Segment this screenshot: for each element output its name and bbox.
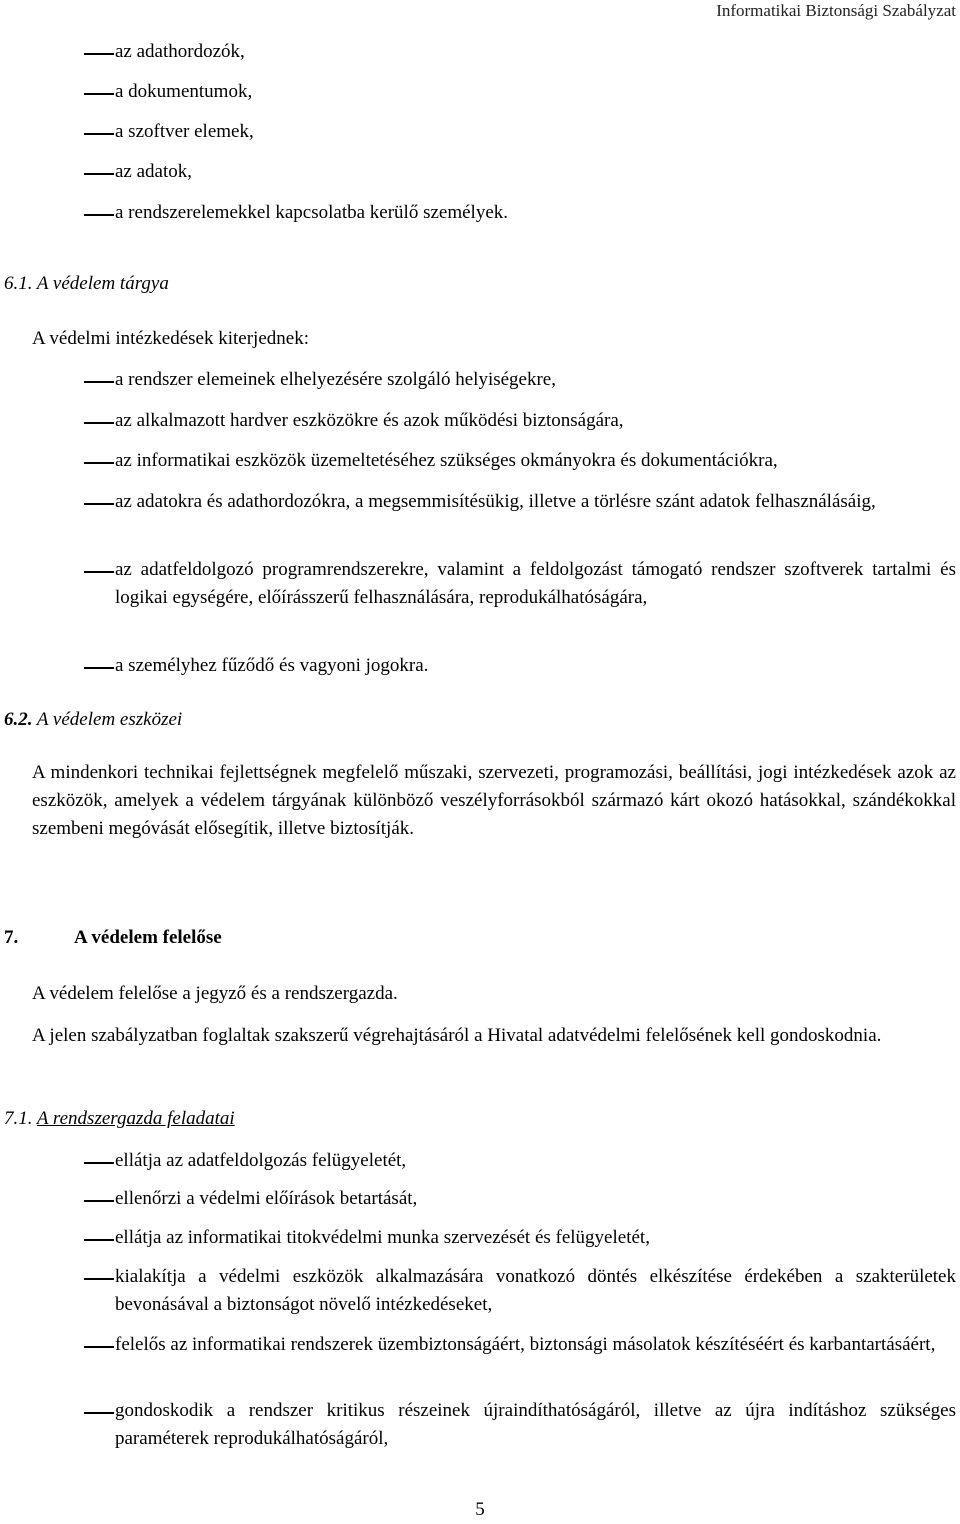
list-item: a dokumentumok, — [115, 81, 253, 102]
list-item: a rendszer elemeinek elhelyezésére szolgáló helyiségekre, — [115, 369, 556, 390]
section-number: 7.1. — [4, 1108, 33, 1129]
dash-bullet-icon — [84, 53, 114, 55]
list-item: az adatfeldolgozó programrendszerekre, valamint a feldolgozást támogató rendszer szoftverek tartalmi és logikai egységére, előírásszerű felhasználására, reprodukálhatóságára, — [115, 559, 956, 608]
list-item: gondoskodik a rendszer kritikus részeinek újraindíthatóságáról, illetve az újra indításhoz szükséges paraméterek reprodukálhatóságáról, — [115, 1400, 956, 1449]
section-title: A védelem eszközei — [36, 709, 183, 730]
section-6-2-heading — [4, 706, 182, 734]
list-item: ellátja az adatfeldolgozás felügyeletét, — [115, 1150, 407, 1171]
list-item: a rendszerelemekkel kapcsolatba kerülő személyek. — [115, 202, 509, 223]
dash-bullet-icon — [84, 1412, 114, 1414]
dash-bullet-icon — [84, 214, 114, 216]
list-item: az adathordozók, — [115, 41, 245, 62]
dash-bullet-icon — [84, 503, 114, 505]
list-item: az adatokra és adathordozókra, a megsemmisítésükig, illetve a törlésre szánt adatok felhasználásáig, — [115, 491, 876, 512]
page-number: 5 — [475, 1499, 485, 1520]
list-item: a szoftver elemek, — [115, 121, 254, 142]
dash-bullet-icon — [84, 1239, 114, 1241]
list-item: felelős az informatikai rendszerek üzembiztonságáért, biztonsági másolatok készítéséért és karbantartásáért, — [115, 1334, 936, 1355]
list-item: ellátja az informatikai titokvédelmi munka szervezését és felügyeletét, — [115, 1227, 650, 1248]
dash-bullet-icon — [84, 381, 114, 383]
list-item: kialakítja a védelmi eszközök alkalmazására vonatkozó döntés elkészítése érdekében a szakterületek bevonásával a biztonságot növelő intézkedéseket, — [115, 1266, 956, 1315]
section-number: 6.1. — [4, 273, 33, 294]
dash-bullet-icon — [84, 1346, 114, 1348]
section-6-1-heading — [4, 270, 169, 298]
section-6-1-intro: A védelmi intézkedések kiterjednek: — [32, 328, 309, 349]
list-item: a személyhez fűződő és vagyoni jogokra. — [115, 655, 429, 676]
section-7-1-heading — [4, 1105, 235, 1133]
dash-bullet-icon — [84, 1200, 114, 1202]
dash-bullet-icon — [84, 133, 114, 135]
dash-bullet-icon — [84, 462, 114, 464]
section-7-heading — [4, 924, 222, 952]
section-title: A védelem tárgya — [36, 273, 169, 294]
list-item: ellenőrzi a védelmi előírások betartását, — [115, 1188, 418, 1209]
document-header-title: Informatikai Biztonsági Szabályzat — [716, 1, 956, 20]
dash-bullet-icon — [84, 422, 114, 424]
section-title: A védelem felelőse — [74, 927, 222, 948]
section-7-paragraph-1: A védelem felelőse a jegyző és a rendszergazda. — [32, 983, 398, 1004]
section-number: 6.2. — [4, 709, 33, 730]
section-6-2-paragraph: A mindenkori technikai fejlettségnek megfelelő műszaki, szervezeti, programozási, beállítási, jogi intézkedések azok az eszközök, amelyek a védelem tárgyának különböző veszélyforrásokból származó kárt okozó hatásokkal, szándékokkal szembeni megóvását elősegítik, illetve biztosítják. — [32, 762, 956, 839]
dash-bullet-icon — [84, 173, 114, 175]
section-title: A rendszergazda feladatai — [36, 1108, 235, 1129]
section-number: 7. — [4, 927, 19, 948]
dash-bullet-icon — [84, 93, 114, 95]
list-item: az adatok, — [115, 161, 193, 182]
list-item: az alkalmazott hardver eszközökre és azok működési biztonságára, — [115, 410, 624, 431]
dash-bullet-icon — [84, 667, 114, 669]
list-item: az informatikai eszközök üzemeltetéséhez szükséges okmányokra és dokumentációkra, — [115, 450, 778, 471]
dash-bullet-icon — [84, 1278, 114, 1280]
dash-bullet-icon — [84, 571, 114, 573]
dash-bullet-icon — [84, 1162, 114, 1164]
section-7-paragraph-2: A jelen szabályzatban foglaltak szakszerű végrehajtásáról a Hivatal adatvédelmi felelősének kell gondoskodnia. — [32, 1025, 882, 1046]
